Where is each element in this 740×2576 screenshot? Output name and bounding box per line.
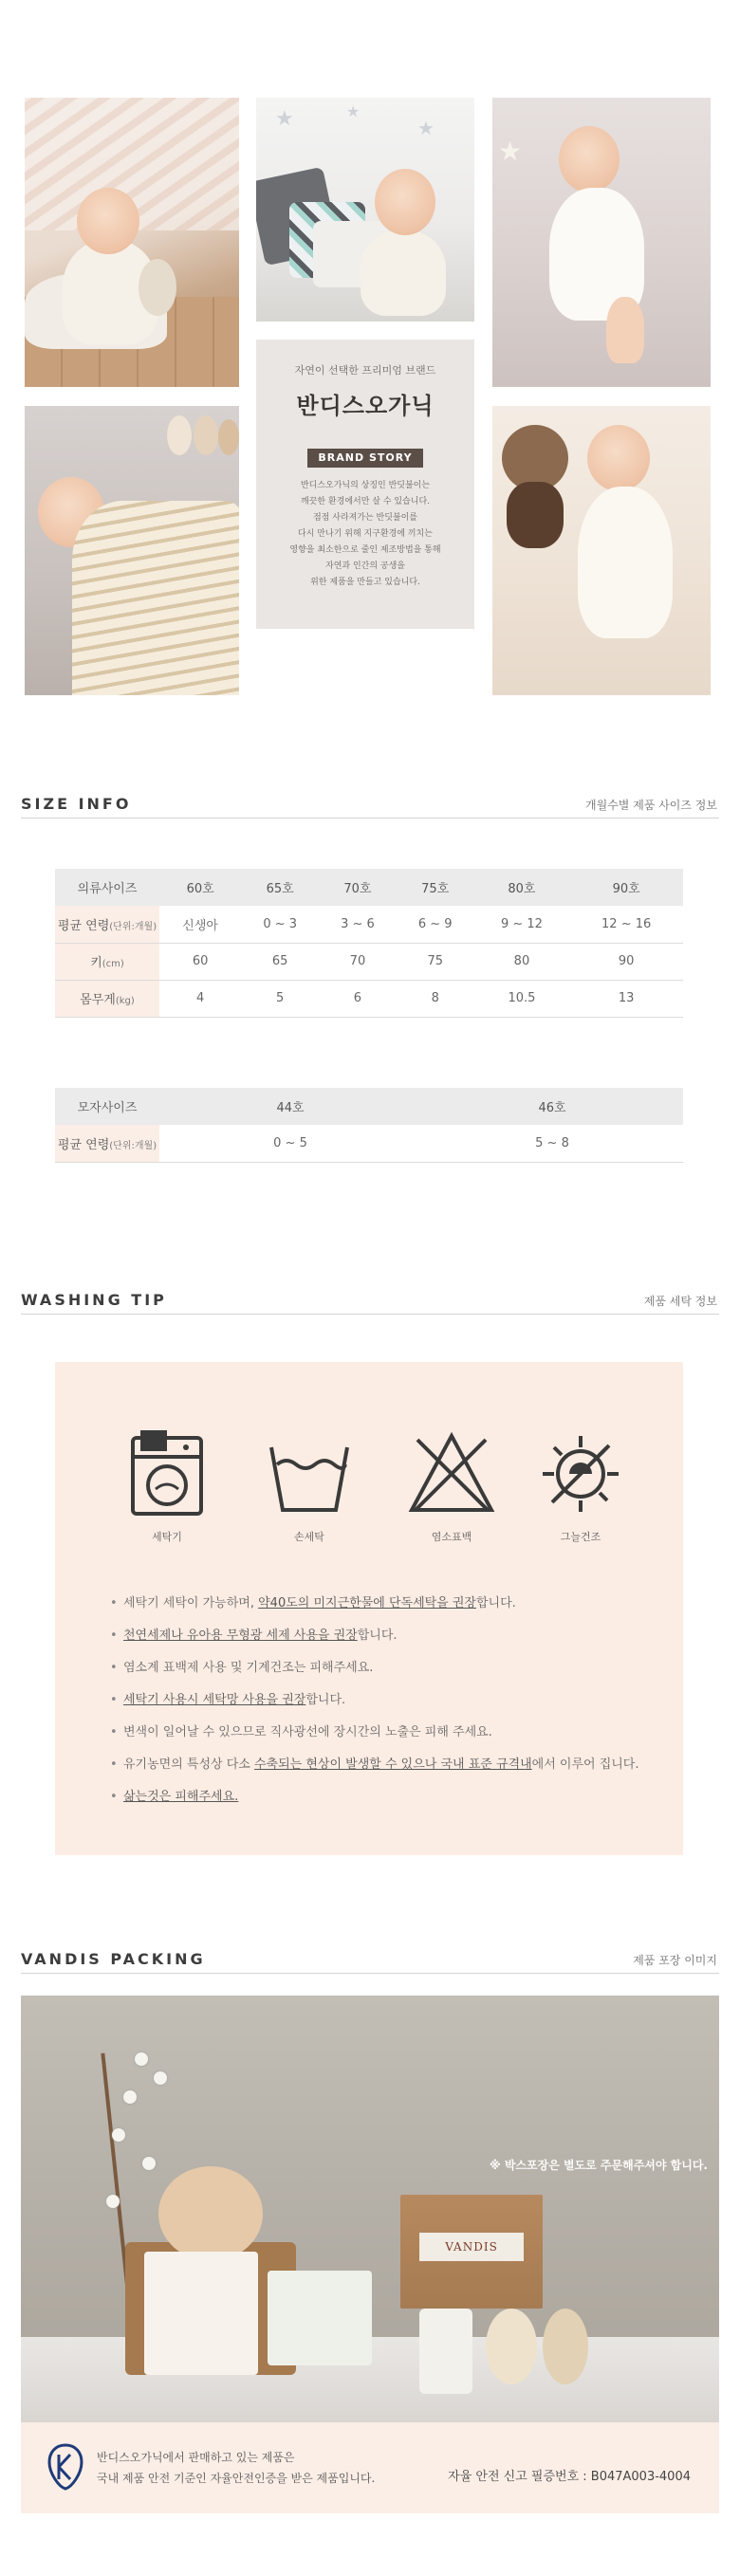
washing-tips-list [110,1588,660,1813]
doll-toy [486,2309,537,2384]
list-item: • 삶는것은 피해주세요. [110,1781,660,1813]
star-decor: ★ [346,102,361,120]
baby-head [375,169,435,235]
table-header-cell: 모자사이즈 [55,1088,159,1125]
kc-mark-icon [47,2443,83,2491]
doll-toy [194,415,218,455]
no-bleach-icon [404,1426,499,1544]
baby-head [587,425,650,491]
list-item: • 염소계 표백제 사용 및 기계건조는 피해주세요. [110,1652,660,1684]
table-header-cell: 60호 [186,882,214,896]
hand-wash-icon [262,1426,357,1544]
baby-photo-tent [25,98,239,387]
table-cell: 70 [349,954,366,968]
table-header-cell: 의류사이즈 [55,869,159,906]
packing-photo [21,1996,719,2422]
brand-title: 반디스오가닉 [296,392,435,419]
table-header-cell: 44호 [276,1101,305,1115]
baby-photo-pillows [256,98,474,322]
packing-title: VANDIS PACKING [21,1950,206,1968]
brand-story-card [256,340,474,629]
washing-tip-subtitle: 제품 세탁 정보 [643,1295,717,1308]
baby-legs [606,297,644,363]
table-header-row [55,1088,683,1125]
table-cell: 12 ~ 16 [569,906,683,943]
table-cell: 신생아 [159,906,241,943]
cotton-flower [154,2071,167,2085]
cotton-flower [142,2157,156,2170]
star-decor: ★ [417,117,435,139]
table-row [55,906,683,943]
list-item: • 세탁기 사용시 세탁망 사용을 권장합니다. [110,1684,660,1717]
doll-toy [218,419,239,455]
washing-machine-icon [120,1426,214,1544]
table-row [55,980,683,1017]
table-header-cell: 65호 [266,882,294,896]
hat-size-table [55,1088,683,1163]
dry-in-shade-icon [533,1426,628,1544]
icon-label: 손세탁 [294,1531,324,1543]
table-header-cell: 75호 [421,882,450,896]
row-label: 평균 연령(단위:개월) [55,906,159,943]
baby-head [559,126,620,193]
vandis-gift-box [400,2195,543,2309]
teddy-bear-body [507,482,564,548]
table-cell: 60 [192,954,209,968]
list-item: • 유기농면의 특성상 다소 수축되는 현상이 발생할 수 있으나 국내 표준 규격내에서 이루어 집니다. [110,1749,660,1781]
packing-subtitle: 제품 포장 이미지 [633,1954,717,1967]
table-cell: 13 [618,991,635,1005]
cotton-flower [112,2128,125,2142]
doll-toy [167,415,192,455]
table-row [55,1125,683,1162]
baby-photo-blanket [25,406,239,695]
list-item: • 천연세제나 유아용 무형광 세제 사용을 권장합니다. [110,1620,660,1652]
clothing-size-table [55,869,683,1018]
brand-story-badge: BRAND STORY [307,449,423,468]
divider [21,1973,719,1974]
table-header-cell: 46호 [538,1101,566,1115]
table-cell: 80 [513,954,530,968]
table-header-cell: 70호 [343,882,372,896]
table-cell: 8 [431,991,439,1005]
row-label: 평균 연령(단위:개월) [55,1125,159,1162]
baby-photo-teddy [492,406,711,695]
table-cell: 5 [276,991,285,1005]
baby-head [77,188,139,254]
divider [21,818,719,819]
table-header-row [55,869,683,906]
toy [139,259,176,316]
table-cell: 10.5 [508,991,536,1005]
safety-line: 국내 제품 안전 기준인 자율안전인증을 받은 제품입니다. [97,2472,376,2485]
table-cell: 0 ~ 3 [241,906,319,943]
size-info-subtitle: 개월수별 제품 사이즈 정보 [585,799,717,812]
table-cell: 3 ~ 6 [319,906,397,943]
safety-code: 자율 안전 신고 필증번호 : B047A003-4004 [448,2470,691,2484]
safety-certification-bar [21,2422,719,2513]
washing-info-panel [55,1362,683,1855]
cotton-flower [106,2195,120,2208]
brand-subtitle: 자연이 선택한 프리미엄 브랜드 [294,364,436,377]
brand-description: 반디스오가닉의 상징인 반딧불이는 깨끗한 환경에서만 살 수 있습니다. 점점 사라져가는 반딧불이를 다시 만나기 위해 지구환경에 끼치는 영향을 최소한으로 줄인 제조방법을 통해 자연과 인간의 공생을 위한 제품을 만들고 있습니다. [289,481,441,587]
table-cell: 6 ~ 9 [397,906,474,943]
icon-label: 그늘건조 [560,1531,601,1543]
star-pillow: ★ [498,136,523,167]
divider [21,1314,719,1315]
table-cell: 5 ~ 8 [421,1125,683,1162]
size-info-title: SIZE INFO [21,795,132,813]
box-notice: ※ 박스포장은 별도로 주문해주셔야 합니다. [489,2159,708,2172]
table-cell: 6 [353,991,362,1005]
row-label: 몸무게(kg) [55,980,159,1017]
doll-toy [543,2309,588,2384]
striped-blanket [72,501,239,695]
safety-text [97,2447,375,2489]
table-cell: 0 ~ 5 [159,1125,421,1162]
baby-body [361,230,446,316]
table-header-cell: 80호 [508,882,536,896]
row-label: 키(cm) [55,943,159,980]
cotton-flower [135,2052,148,2066]
table-cell: 75 [427,954,443,968]
cotton-flower [123,2090,137,2104]
washing-tip-title: WASHING TIP [21,1291,167,1309]
table-row [55,943,683,980]
safety-line: 반디스오가닉에서 판매하고 있는 제품은 [97,2451,295,2464]
icon-label: 세탁기 [152,1531,182,1543]
table-cell: 9 ~ 12 [474,906,570,943]
teddy-bear-toy [158,2166,263,2261]
box-label: VANDIS [419,2233,524,2261]
table-header-cell: 90호 [612,882,640,896]
star-decor: ★ [275,107,294,131]
table-cell: 4 [196,991,205,1005]
icon-label: 염소표백 [431,1531,472,1543]
baby-clothes [144,2252,258,2375]
table-cell: 90 [618,954,635,968]
yarn-cone [419,2309,472,2394]
baby-photo-lying [492,98,711,387]
list-item: • 변색이 일어날 수 있으므로 직사광선에 장시간의 노출은 피해 주세요. [110,1717,660,1749]
list-item: • 세탁기 세탁이 가능하며, 약40도의 미지근한물에 단독세탁을 권장합니다. [110,1588,660,1620]
table-cell: 65 [271,954,288,968]
baby-body [578,487,673,638]
gift-pouch [268,2271,372,2365]
